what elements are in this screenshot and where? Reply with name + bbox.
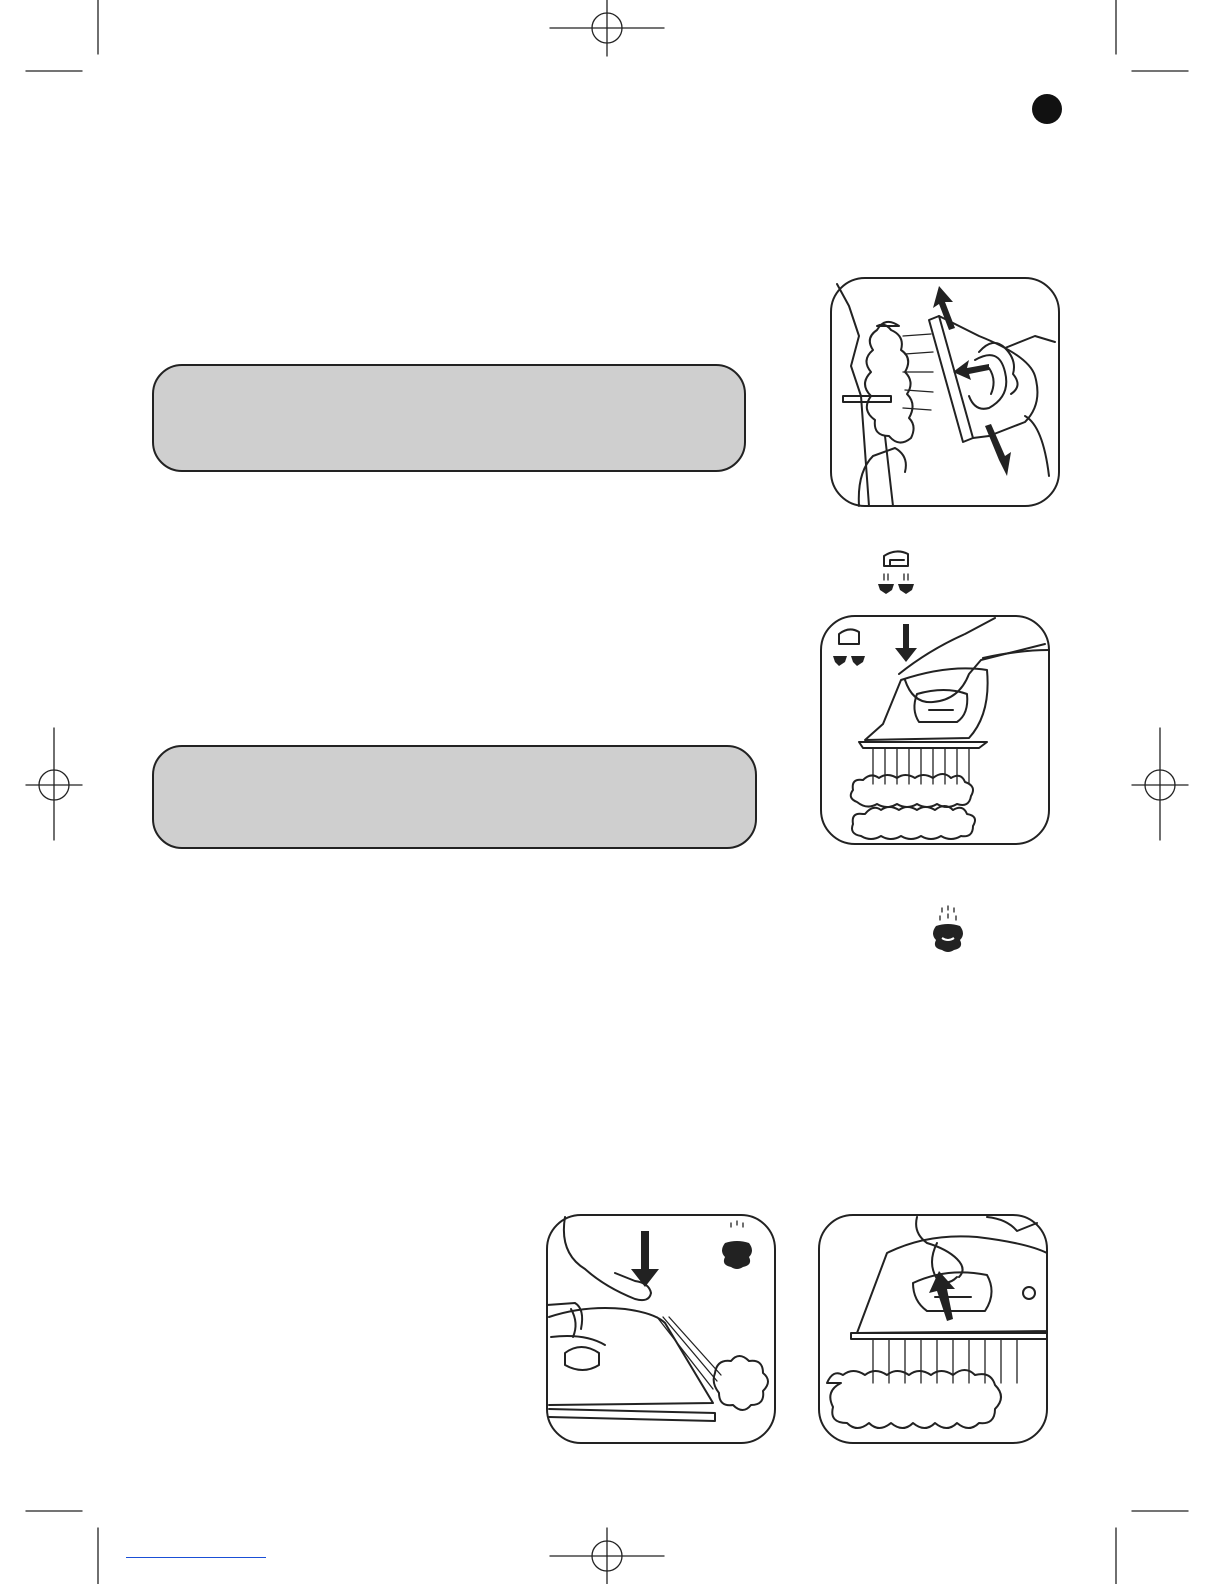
language-tab-dot — [1032, 94, 1062, 124]
link-underline — [126, 1557, 266, 1558]
note-box-2 — [152, 745, 757, 849]
steam-burst-illustration — [819, 614, 1051, 846]
spray-button-illustration — [545, 1213, 777, 1445]
note-box-1 — [152, 364, 746, 472]
spray-symbol-icon — [928, 904, 968, 954]
steam-trigger-illustration — [817, 1213, 1049, 1445]
vertical-steam-illustration — [829, 276, 1061, 508]
steam-burst-symbol-icon — [874, 546, 920, 596]
